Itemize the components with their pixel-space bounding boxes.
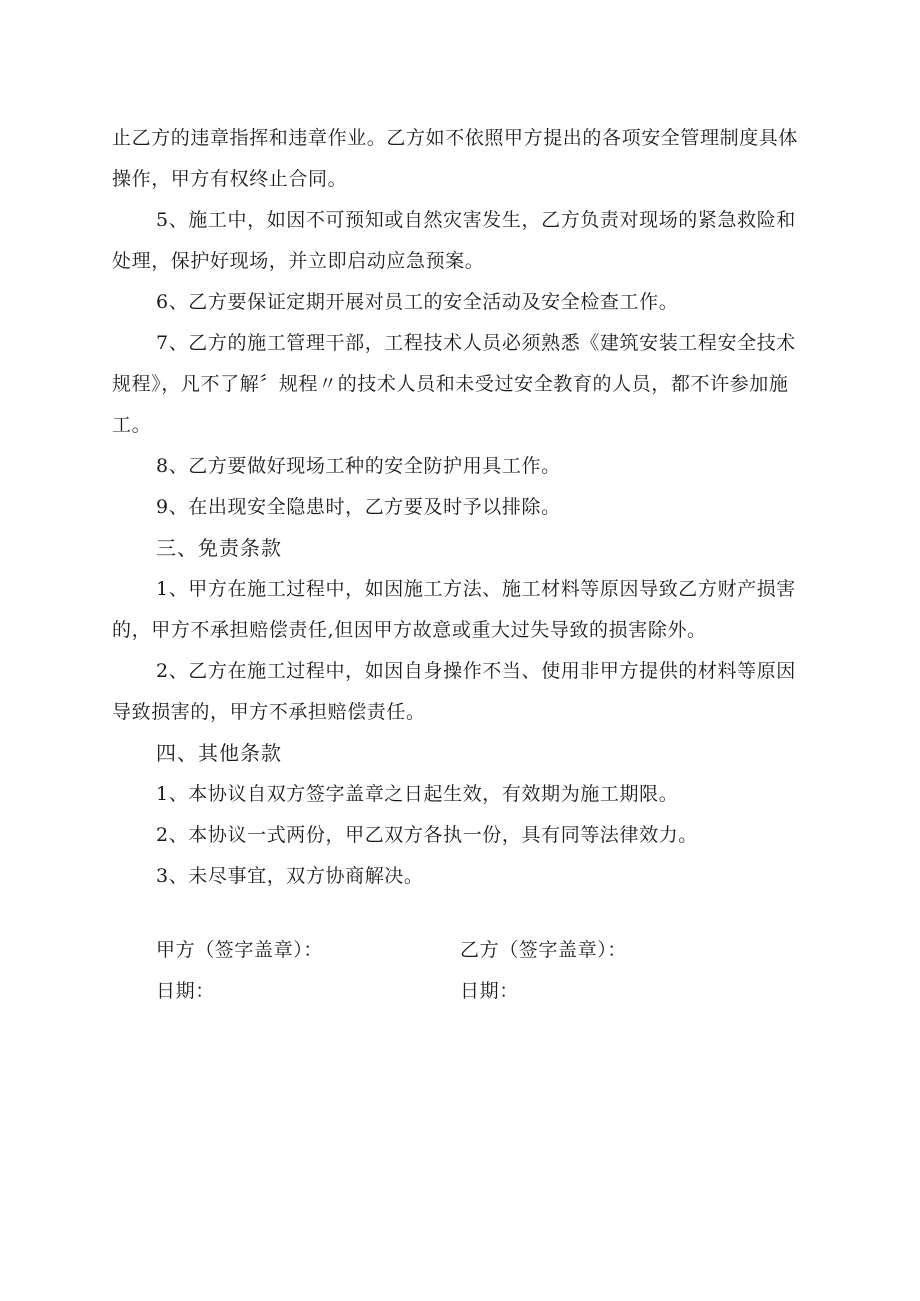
section-4-clause-2: 2、本协议一式两份，甲乙双方各执一份，具有同等法律效力。: [156, 824, 698, 846]
clause-8: 8、乙方要做好现场工种的安全防护用具工作。: [156, 455, 561, 477]
party-a-date-label: 日期：: [156, 980, 215, 1002]
section-4-heading: 四、其他条款: [156, 741, 282, 765]
section-3-clause-1: 1、甲方在施工过程中，如因施工方法、施工材料等原因导致乙方财产损害的，甲方不承担赔偿责任,但因甲方故意或重大过失导致的损害除外。: [112, 578, 796, 641]
clause-4-continuation: 止乙方的违章指挥和违章作业。乙方如不依照甲方提出的各项安全管理制度具体操作，甲方有权终止合同。: [112, 127, 799, 190]
section-4-clause-1: 1、本协议自双方签字盖章之日起生效，有效期为施工期限。: [156, 783, 679, 805]
party-b-signature-label: 乙方（签字盖章）：: [460, 939, 627, 961]
clause-9: 9、在出现安全隐患时，乙方要及时予以排除。: [156, 496, 561, 518]
section-4-clause-3: 3、未尽事宜，双方协商解决。: [156, 865, 424, 887]
clause-5: 5、施工中，如因不可预知或自然灾害发生，乙方负责对现场的紧急救险和处理，保护好现场，并立即启动应急预案。: [112, 209, 796, 272]
party-b-date-label: 日期：: [460, 980, 519, 1002]
section-3-clause-2: 2、乙方在施工过程中，如因自身操作不当、使用非甲方提供的材料等原因导致损害的，甲方不承担赔偿责任。: [112, 660, 796, 723]
party-a-signature-label: 甲方（签字盖章）：: [156, 939, 323, 961]
section-3-heading: 三、免责条款: [156, 536, 282, 560]
clause-7: 7、乙方的施工管理干部，工程技术人员必须熟悉《建筑安装工程安全技术规程》，凡不了解〞规程〃的技术人员和未受过安全教育的人员，都不许参加施工。: [112, 332, 796, 436]
clause-6: 6、乙方要保证定期开展对员工的安全活动及安全检查工作。: [156, 291, 679, 313]
